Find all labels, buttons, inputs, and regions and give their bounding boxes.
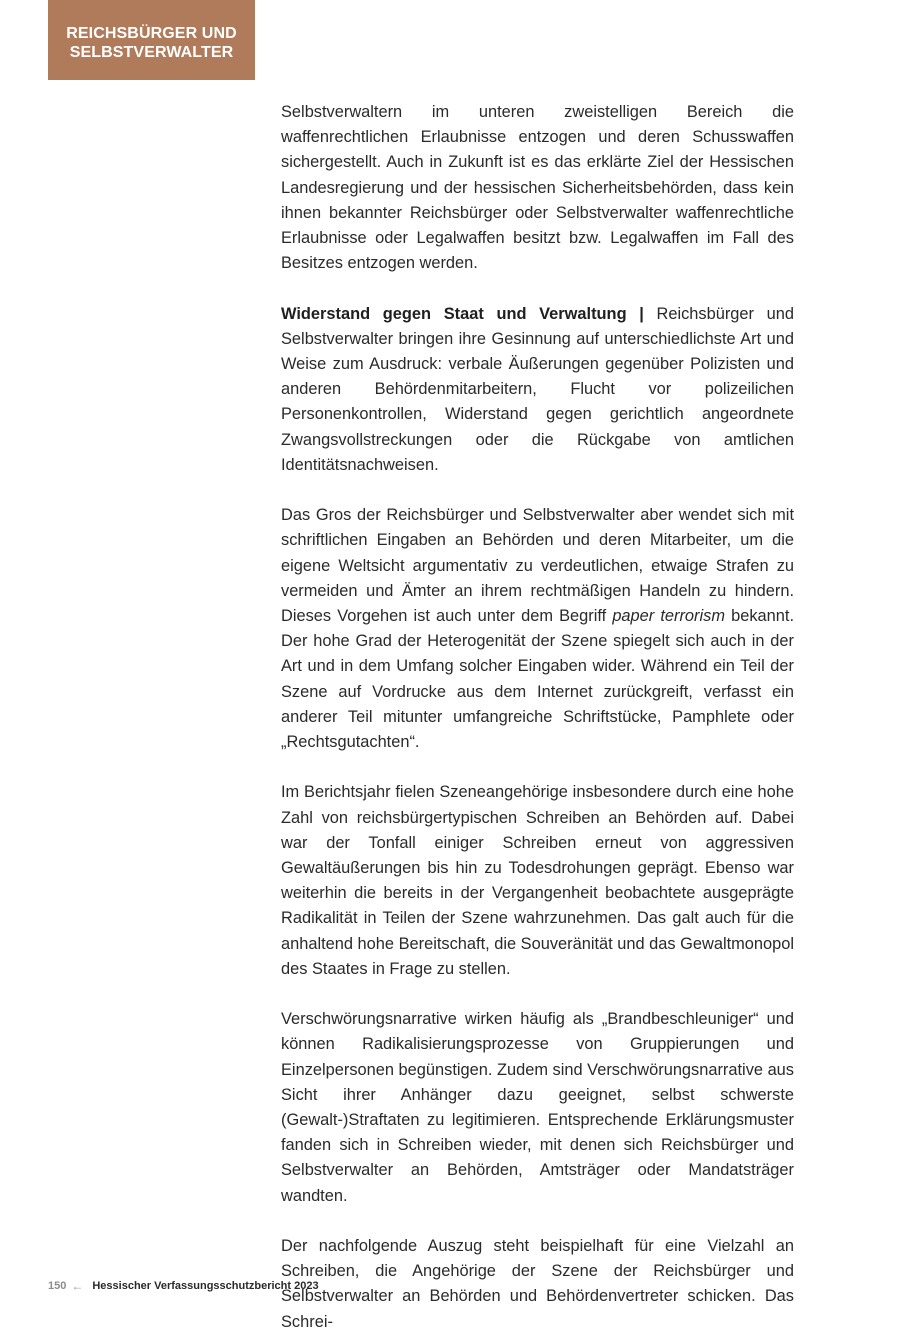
- chapter-tab: [48, 0, 255, 80]
- paragraph-1: Selbstverwaltern im unteren zweistelligen Bereich die waffenrechtlichen Erlaubnisse entzogen und deren Schusswaffen sichergestellt. Auch in Zukunft ist es das erklärte Ziel der Hessischen Landesregierung und der hessischen Sicherheitsbehörden, dass kein ihnen bekannter Reichsbürger oder Selbstverwalter waffenrechtliche Erlaubnisse oder Legalwaffen besitzt bzw. Legalwaffen im Fall des Besitzes entzogen werden.: [281, 103, 794, 273]
- paragraph-3-text-a: Das Gros der Reichsbürger und Selbstverwalter aber wendet sich mit schriftlichen Eingaben an Behörden und deren Mitarbeiter, um die eigene Weltsicht argumentativ zu verdeutlichen, etwaige Strafen zu vermeiden und Ämter an ihrem rechtmäßigen Handeln zu hindern. Dieses Vorgehen ist auch unter dem Begriff: [281, 506, 794, 626]
- paragraph-2-text: Reichsbürger und Selbstverwalter bringen ihre Gesinnung auf unterschiedlichste Art und Weise zum Ausdruck: verbale Äußerungen gegenüber Polizisten und anderen Behördenmitarbeitern, Flucht vor polizeilichen Personenkontrollen, Widerstand gegen gerichtlich angeordnete Zwangsvollstreckungen oder die Rückgabe von amtlichen Identitätsnachweisen.: [281, 304, 795, 474]
- body-text: [281, 100, 794, 1335]
- paragraph-3: [281, 503, 794, 755]
- arrow-left-icon[interactable]: ←: [71, 1279, 84, 1293]
- paragraph-6: Der nachfolgende Auszug steht beispielhaft für eine Vielzahl an Schreiben, die Angehörige der Szene der Reichsbürger und Selbstverwalter an Behörden und Behördenvertreter schicken. Das Schrei-: [281, 1237, 794, 1331]
- page-number: 150: [48, 1280, 67, 1292]
- chapter-title-line1: REICHSBÜRGER UND: [66, 25, 237, 42]
- paragraph-5: Verschwörungsnarrative wirken häufig als „Brandbeschleuniger“ und können Radikalisierungsprozesse von Gruppierungen und Einzelpersonen begünstigen. Zudem sind Verschwörungsnarrative aus Sicht ihrer Anhänger dazu geeignet, selbst schwerste (Gewalt-)Straftaten zu legitimieren. Entsprechende Erklärungsmuster fanden sich in Schreiben wieder, mit denen sich Reichsbürger und Selbstverwalter an Behörden, Amtsträger oder Mandatsträger wandten.: [281, 1010, 794, 1205]
- paragraph-4: Im Berichtsjahr fielen Szeneangehörige insbesondere durch eine hohe Zahl von reichsbürgertypischen Schreiben an Behörden auf. Dabei war der Tonfall einiger Schreiben erneut von aggressiven Gewaltäußerungen bis hin zu Todesdrohungen geprägt. Ebenso war weiterhin die bereits in der Vergangenheit beobachtete ausgeprägte Radikalität in Teilen der Szene wahrzunehmen. Das galt auch für die anhaltend hohe Bereitschaft, die Souveränität und das Gewaltmonopol des Staates in Frage zu stellen.: [281, 783, 795, 978]
- paragraph-3-emphasis: paper terrorism: [612, 607, 725, 626]
- paragraph-2-heading: Widerstand gegen Staat und Verwaltung |: [281, 304, 644, 323]
- chapter-title: [66, 24, 237, 62]
- footer-title: Hessischer Verfassungsschutzbericht 2023: [92, 1280, 319, 1292]
- chapter-title-line2: SELBSTVERWALTER: [69, 44, 234, 61]
- paragraph-3-text-b: bekannt. Der hohe Grad der Heterogenität der Szene spiegelt sich auch in der Art und in dem Umfang solcher Eingaben wider. Während ein Teil der Szene auf Vordrucke aus dem Internet zurückgreift, verfasst ein anderer Teil mitunter umfangreiche Schriftstücke, Pamphlete oder „Rechtsgutachten“.: [281, 607, 794, 752]
- paragraph-2: [281, 302, 794, 478]
- page-footer: [48, 1278, 319, 1294]
